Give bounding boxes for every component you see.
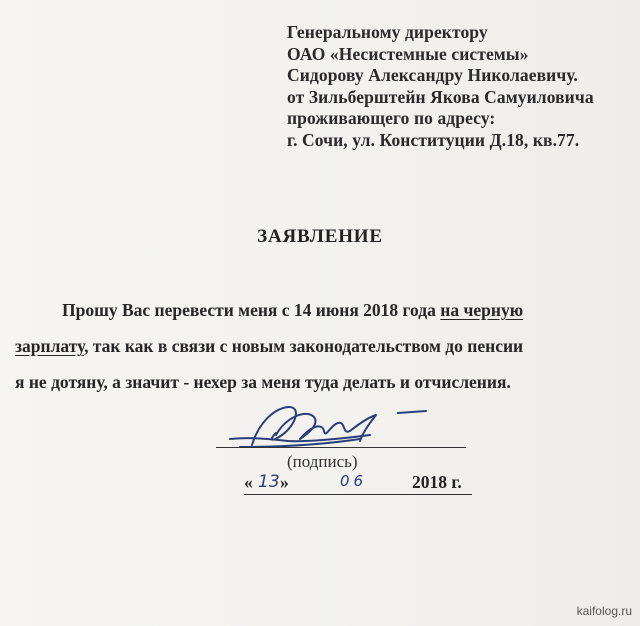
date-underline: [244, 494, 472, 495]
body-text-segment: , так как в связи с новым законодательством до пенсии: [84, 336, 524, 356]
underlined-text: на черную: [440, 300, 524, 320]
addressee-line: Генеральному директору: [287, 22, 488, 42]
body-line-3: я не дотяну, а значит - нехер за меня туда делать и отчисления.: [15, 372, 511, 392]
date-year: 2018 г.: [412, 472, 462, 492]
underlined-text: зарплату: [15, 336, 85, 356]
date-quote-close: »: [280, 472, 289, 492]
addressee-line: г. Сочи, ул. Конституции Д.18, кв.77.: [287, 129, 580, 150]
date-quote-open: «: [244, 472, 253, 492]
signature-caption: (подпись): [287, 452, 358, 471]
signature-line: [216, 447, 466, 448]
addressee-line: Сидорову Александру Николаевичу.: [287, 65, 578, 85]
date-day: 13: [258, 472, 280, 492]
body-line-1: [15, 292, 627, 328]
addressee-block: [287, 22, 594, 151]
document-title: ЗАЯВЛЕНИЕ: [257, 226, 383, 247]
watermark: kaifolog.ru: [576, 604, 632, 618]
statement-body: [15, 292, 627, 400]
addressee-line: ОАО «Несистемные системы»: [287, 43, 529, 64]
body-text-segment: Прошу Вас перевести меня с 14 июня 2018 года: [62, 300, 441, 320]
addressee-line: проживающего по адресу:: [287, 108, 496, 128]
date-month: 06: [340, 472, 368, 490]
date-row: [244, 472, 474, 494]
addressee-line: от Зильберштейн Якова Самуиловича: [287, 86, 594, 107]
body-line-2: [15, 328, 627, 364]
